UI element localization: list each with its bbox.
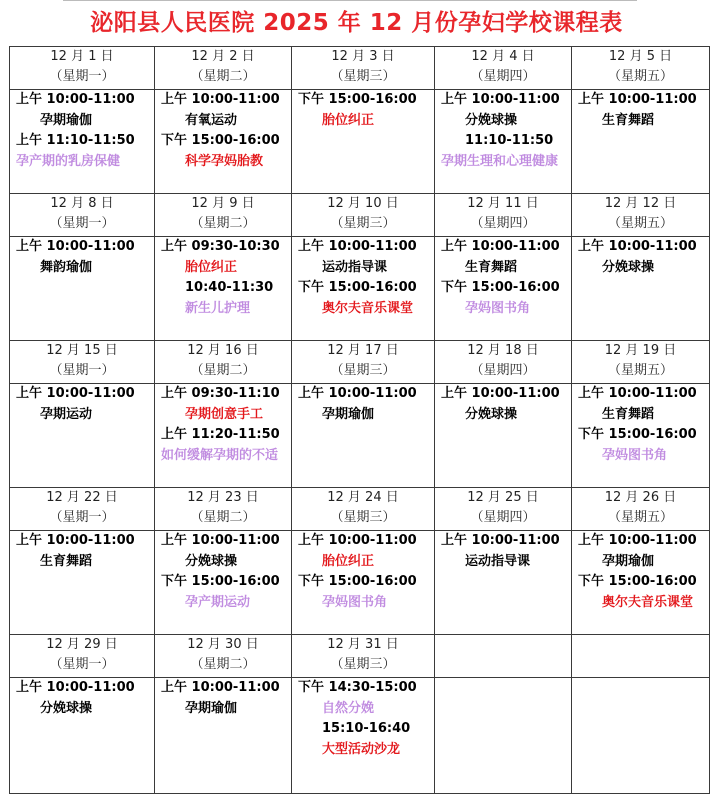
class-time: 上午 10:00-11:00 xyxy=(161,680,280,695)
date-cell xyxy=(435,47,572,90)
class-time: 下午 15:00-16:00 xyxy=(298,574,417,590)
week-content-row xyxy=(10,384,710,488)
weekday-label: （星期三） xyxy=(330,657,396,672)
date-label: 12 月 26 日 xyxy=(604,490,677,505)
class-time: 上午 10:00-11:00 xyxy=(16,533,135,548)
date-label: 12 月 10 日 xyxy=(327,196,399,211)
date-cell xyxy=(435,488,572,531)
class-name: 运动指导课 xyxy=(322,259,388,275)
week-content-row xyxy=(10,531,710,635)
class-name: 分娩球操 xyxy=(185,553,238,569)
class-time: 下午 14:30-15:00 xyxy=(298,680,417,695)
date-cell xyxy=(10,341,155,384)
week-date-row xyxy=(10,194,710,237)
class-name: 孕期生理和心理健康 xyxy=(441,153,559,169)
date-cell xyxy=(435,635,572,678)
date-cell xyxy=(10,47,155,90)
class-name: 孕妈图书角 xyxy=(602,447,668,463)
class-cell xyxy=(10,90,155,194)
weekday-label: （星期三） xyxy=(330,510,396,525)
class-name: 胎位纠正 xyxy=(185,259,238,275)
class-cell xyxy=(155,237,292,341)
weekday-label: （星期一） xyxy=(49,69,115,84)
date-label: 12 月 3 日 xyxy=(331,49,395,64)
weekday-label: （星期四） xyxy=(470,363,536,378)
class-time: 上午 10:00-11:00 xyxy=(441,239,560,254)
class-cell xyxy=(155,384,292,488)
weekday-label: （星期一） xyxy=(49,216,115,231)
date-label: 12 月 1 日 xyxy=(50,49,114,64)
class-cell xyxy=(292,237,435,341)
class-name: 生育舞蹈 xyxy=(465,259,518,275)
class-name: 分娩球操 xyxy=(602,259,655,275)
weekday-label: （星期二） xyxy=(190,657,256,672)
class-cell xyxy=(10,678,155,794)
class-time: 10:40-11:30 xyxy=(185,280,274,296)
date-cell xyxy=(435,341,572,384)
class-cell xyxy=(435,384,572,488)
class-cell xyxy=(435,237,572,341)
class-name: 孕期瑜伽 xyxy=(602,553,655,569)
weekday-label: （星期四） xyxy=(470,216,536,231)
class-time: 下午 15:00-16:00 xyxy=(578,574,697,590)
class-time: 上午 10:00-11:00 xyxy=(441,386,560,401)
date-label: 12 月 4 日 xyxy=(471,49,535,64)
weekday-label: （星期二） xyxy=(190,69,256,84)
class-time: 上午 10:00-11:00 xyxy=(161,533,280,548)
class-name: 孕期创意手工 xyxy=(185,406,264,422)
class-name: 孕妈图书角 xyxy=(322,594,388,610)
date-cell xyxy=(572,635,710,678)
weekday-label: （星期四） xyxy=(470,510,536,525)
date-label: 12 月 8 日 xyxy=(50,196,114,211)
date-cell xyxy=(10,194,155,237)
class-name: 分娩球操 xyxy=(465,406,518,422)
class-name: 奥尔夫音乐课堂 xyxy=(322,300,414,316)
weekday-label: （星期一） xyxy=(49,657,115,672)
class-time: 上午 10:00-11:00 xyxy=(298,533,417,548)
class-name: 分娩球操 xyxy=(40,700,93,716)
weekday-label: （星期三） xyxy=(330,363,396,378)
class-time: 下午 15:00-16:00 xyxy=(441,280,560,296)
class-time: 下午 15:00-16:00 xyxy=(161,133,280,149)
weekday-label: （星期四） xyxy=(470,69,536,84)
date-cell xyxy=(292,341,435,384)
date-cell xyxy=(572,194,710,237)
date-label: 12 月 22 日 xyxy=(46,490,118,505)
class-name: 分娩球操 xyxy=(465,112,518,128)
class-cell xyxy=(10,531,155,635)
class-cell xyxy=(572,531,710,635)
weekday-label: （星期三） xyxy=(330,216,396,231)
date-label: 12 月 5 日 xyxy=(608,49,673,64)
class-time: 上午 10:00-11:00 xyxy=(298,239,417,254)
class-cell xyxy=(292,531,435,635)
schedule-table xyxy=(9,46,710,794)
class-time: 11:10-11:50 xyxy=(465,133,554,149)
class-name: 科学孕妈胎教 xyxy=(185,153,264,169)
date-label: 12 月 29 日 xyxy=(46,637,118,652)
weekday-label: （星期三） xyxy=(330,69,396,84)
date-cell xyxy=(292,635,435,678)
date-cell xyxy=(572,341,710,384)
date-label: 12 月 11 日 xyxy=(467,196,539,211)
class-cell xyxy=(435,678,572,794)
date-label: 12 月 9 日 xyxy=(191,196,255,211)
date-cell xyxy=(155,635,292,678)
class-name: 如何缓解孕期的不适 xyxy=(161,447,279,463)
class-name: 孕期瑜伽 xyxy=(322,406,375,422)
class-cell xyxy=(155,90,292,194)
weekday-label: （星期一） xyxy=(49,363,115,378)
class-time: 上午 10:00-11:00 xyxy=(298,386,417,401)
class-time: 上午 10:00-11:00 xyxy=(16,386,135,401)
class-time: 上午 10:00-11:00 xyxy=(578,92,697,107)
weekday-label: （星期二） xyxy=(190,216,256,231)
date-label: 12 月 18 日 xyxy=(467,343,539,358)
class-time: 上午 09:30-11:10 xyxy=(161,386,280,401)
class-cell xyxy=(435,531,572,635)
week-date-row xyxy=(10,47,710,90)
week-content-row xyxy=(10,237,710,341)
week-date-row xyxy=(10,341,710,384)
class-name: 孕期瑜伽 xyxy=(40,112,93,128)
date-label: 12 月 15 日 xyxy=(46,343,118,358)
weekday-label: （星期一） xyxy=(49,510,115,525)
date-label: 12 月 19 日 xyxy=(604,343,677,358)
class-time: 上午 11:10-11:50 xyxy=(16,133,135,149)
class-time: 上午 10:00-11:00 xyxy=(16,680,135,695)
date-cell xyxy=(155,488,292,531)
date-cell xyxy=(435,194,572,237)
class-time: 下午 15:00-16:00 xyxy=(298,280,417,296)
class-cell xyxy=(10,384,155,488)
date-cell xyxy=(155,47,292,90)
class-cell xyxy=(572,678,710,794)
date-label: 12 月 24 日 xyxy=(327,490,399,505)
week-content-row xyxy=(10,678,710,794)
class-name: 有氧运动 xyxy=(185,112,238,128)
class-cell xyxy=(572,384,710,488)
class-time: 下午 15:00-16:00 xyxy=(161,574,280,590)
date-cell xyxy=(292,47,435,90)
date-label: 12 月 16 日 xyxy=(187,343,259,358)
class-time: 上午 09:30-10:30 xyxy=(161,239,280,254)
class-name: 舞韵瑜伽 xyxy=(40,259,93,275)
class-name: 孕产期的乳房保健 xyxy=(16,153,121,169)
date-label: 12 月 31 日 xyxy=(327,637,399,652)
weekday-label: （星期五） xyxy=(607,510,673,525)
class-cell xyxy=(572,90,710,194)
class-cell xyxy=(10,237,155,341)
date-label: 12 月 30 日 xyxy=(187,637,259,652)
weekday-label: （星期五） xyxy=(607,216,673,231)
class-name: 运动指导课 xyxy=(465,553,531,569)
weekday-label: （星期五） xyxy=(607,69,673,84)
week-content-row xyxy=(10,90,710,194)
class-name: 生育舞蹈 xyxy=(602,406,655,422)
class-cell xyxy=(435,90,572,194)
class-time: 下午 15:00-16:00 xyxy=(298,92,417,107)
class-name: 孕产期运动 xyxy=(185,594,251,610)
date-label: 12 月 17 日 xyxy=(327,343,399,358)
class-time: 上午 10:00-11:00 xyxy=(578,386,697,401)
date-cell xyxy=(155,194,292,237)
class-time: 上午 10:00-11:00 xyxy=(16,92,135,107)
date-cell xyxy=(10,488,155,531)
week-date-row xyxy=(10,635,710,678)
weekday-label: （星期二） xyxy=(190,510,256,525)
class-cell xyxy=(155,531,292,635)
page-title: 泌阳县人民医院 2025 年 12 月份孕妇学校课程表 xyxy=(90,10,623,36)
weekday-label: （星期五） xyxy=(607,363,673,378)
date-cell xyxy=(292,488,435,531)
class-name: 自然分娩 xyxy=(322,700,375,716)
class-cell xyxy=(292,384,435,488)
class-time: 15:10-16:40 xyxy=(322,721,411,737)
date-cell xyxy=(155,341,292,384)
date-label: 12 月 12 日 xyxy=(604,196,677,211)
class-time: 上午 10:00-11:00 xyxy=(578,533,697,548)
class-time: 下午 15:00-16:00 xyxy=(578,427,697,443)
class-name: 孕期运动 xyxy=(40,406,93,422)
class-cell xyxy=(572,237,710,341)
weekday-label: （星期二） xyxy=(190,363,256,378)
date-cell xyxy=(292,194,435,237)
class-cell xyxy=(292,90,435,194)
class-time: 上午 11:20-11:50 xyxy=(161,427,280,443)
class-name: 胎位纠正 xyxy=(322,553,375,569)
class-name: 新生儿护理 xyxy=(185,300,251,316)
date-label: 12 月 23 日 xyxy=(187,490,259,505)
class-time: 上午 10:00-11:00 xyxy=(16,239,135,254)
class-time: 上午 10:00-11:00 xyxy=(161,92,280,107)
class-time: 上午 10:00-11:00 xyxy=(441,533,560,548)
class-name: 生育舞蹈 xyxy=(602,112,655,128)
class-name: 孕期瑜伽 xyxy=(185,700,238,716)
class-name: 奥尔夫音乐课堂 xyxy=(602,594,694,610)
class-name: 胎位纠正 xyxy=(322,112,375,128)
class-name: 生育舞蹈 xyxy=(40,553,93,569)
date-cell xyxy=(572,488,710,531)
class-name: 孕妈图书角 xyxy=(465,300,531,316)
class-time: 上午 10:00-11:00 xyxy=(578,239,697,254)
date-label: 12 月 2 日 xyxy=(191,49,255,64)
week-date-row xyxy=(10,488,710,531)
class-cell xyxy=(292,678,435,794)
class-cell xyxy=(155,678,292,794)
class-time: 上午 10:00-11:00 xyxy=(441,92,560,107)
date-cell xyxy=(10,635,155,678)
date-label: 12 月 25 日 xyxy=(467,490,539,505)
top-rule xyxy=(63,0,637,1)
class-name: 大型活动沙龙 xyxy=(322,741,401,757)
date-cell xyxy=(572,47,710,90)
